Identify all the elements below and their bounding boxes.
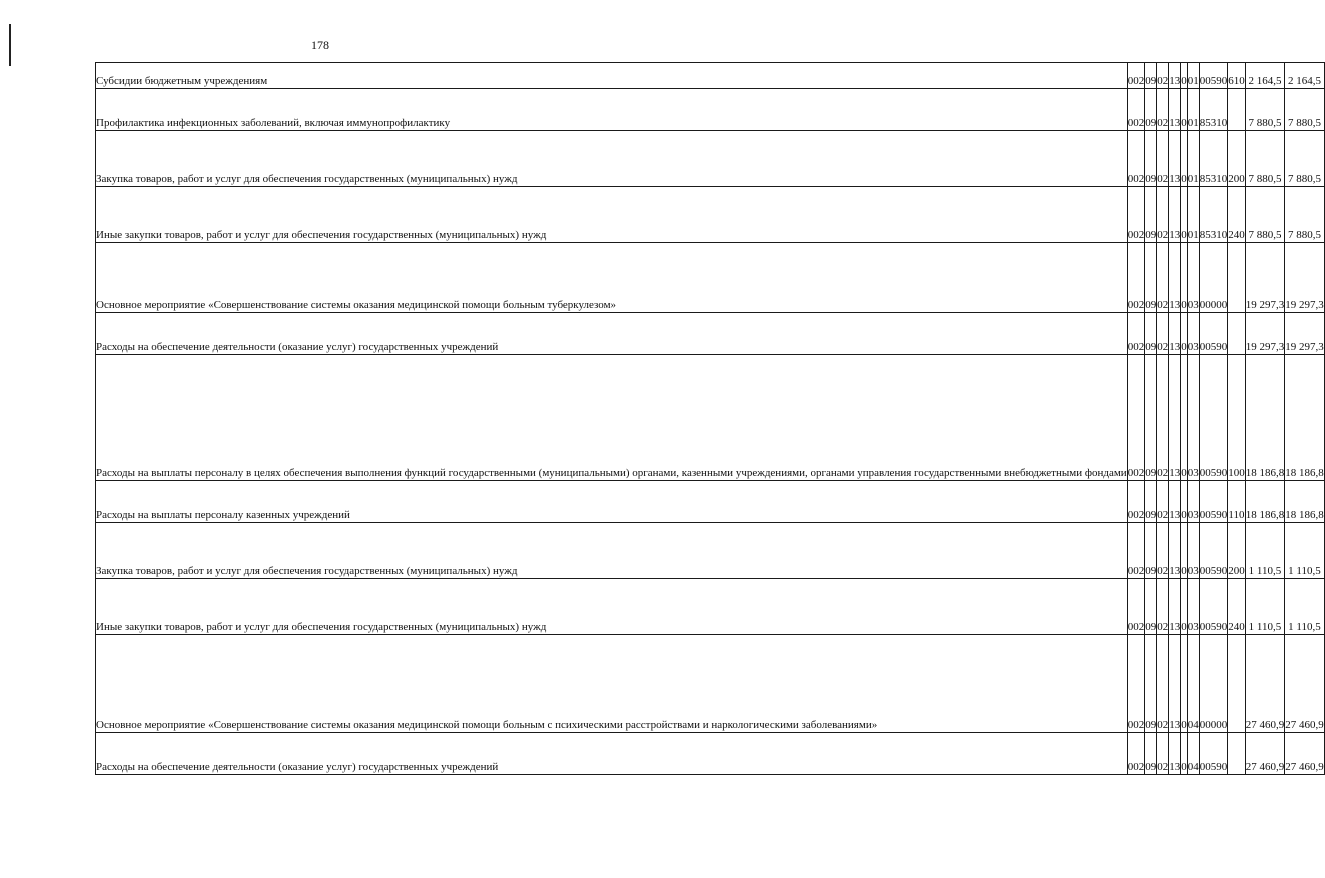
amount-year-2: 19 297,3	[1285, 243, 1325, 313]
program-code: 13	[1169, 243, 1181, 313]
amount-year-1: 7 880,5	[1245, 131, 1285, 187]
amount-year-2: 18 186,8	[1285, 481, 1325, 523]
section-code: 09	[1145, 579, 1157, 635]
subsection-code: 02	[1157, 523, 1169, 579]
direction-code: 00590	[1199, 313, 1228, 355]
amount-year-1: 7 880,5	[1245, 187, 1285, 243]
table-row	[96, 635, 1325, 733]
ministry-code: 002	[1127, 187, 1145, 243]
direction-code: 85310	[1199, 89, 1228, 131]
amount-year-1: 2 164,5	[1245, 63, 1285, 89]
page-number: 178	[311, 38, 329, 52]
direction-code: 00590	[1199, 733, 1228, 775]
table-row	[96, 187, 1325, 243]
direction-code: 00590	[1199, 523, 1228, 579]
amount-year-2: 27 460,9	[1285, 635, 1325, 733]
section-code: 09	[1145, 243, 1157, 313]
row-name: Закупка товаров, работ и услуг для обеспечения государственных (муниципальных) нужд	[96, 523, 1128, 579]
section-code: 09	[1145, 481, 1157, 523]
subsection-code: 02	[1157, 355, 1169, 481]
budget-table	[95, 62, 1325, 775]
program-code: 13	[1169, 733, 1181, 775]
amount-year-2: 19 297,3	[1285, 313, 1325, 355]
section-code: 09	[1145, 89, 1157, 131]
expense-type-code: 240	[1228, 187, 1246, 243]
main-event-code: 03	[1187, 243, 1199, 313]
subsection-code: 02	[1157, 733, 1169, 775]
main-event-code: 01	[1187, 63, 1199, 89]
main-event-code: 01	[1187, 89, 1199, 131]
program-code: 13	[1169, 187, 1181, 243]
table-row	[96, 579, 1325, 635]
table-row	[96, 355, 1325, 481]
program-code: 13	[1169, 523, 1181, 579]
amount-year-1: 1 110,5	[1245, 523, 1285, 579]
expense-type-code	[1228, 313, 1246, 355]
row-name: Иные закупки товаров, работ и услуг для обеспечения государственных (муниципальных) нужд	[96, 187, 1128, 243]
row-name: Расходы на выплаты персоналу казенных учреждений	[96, 481, 1128, 523]
expense-type-code: 200	[1228, 131, 1246, 187]
program-code: 13	[1169, 89, 1181, 131]
amount-year-2: 7 880,5	[1285, 89, 1325, 131]
direction-code: 00590	[1199, 63, 1228, 89]
main-event-code: 03	[1187, 481, 1199, 523]
ministry-code: 002	[1127, 481, 1145, 523]
row-name: Иные закупки товаров, работ и услуг для обеспечения государственных (муниципальных) нужд	[96, 579, 1128, 635]
subprogram-code: 0	[1181, 187, 1188, 243]
section-code: 09	[1145, 187, 1157, 243]
main-event-code: 01	[1187, 131, 1199, 187]
subprogram-code: 0	[1181, 579, 1188, 635]
table-row	[96, 313, 1325, 355]
expense-type-code: 110	[1228, 481, 1246, 523]
direction-code: 00000	[1199, 635, 1228, 733]
subsection-code: 02	[1157, 131, 1169, 187]
row-name: Закупка товаров, работ и услуг для обеспечения государственных (муниципальных) нужд	[96, 131, 1128, 187]
amount-year-1: 19 297,3	[1245, 313, 1285, 355]
direction-code: 00590	[1199, 355, 1228, 481]
program-code: 13	[1169, 63, 1181, 89]
section-code: 09	[1145, 733, 1157, 775]
direction-code: 85310	[1199, 131, 1228, 187]
subsection-code: 02	[1157, 635, 1169, 733]
subprogram-code: 0	[1181, 243, 1188, 313]
program-code: 13	[1169, 481, 1181, 523]
subsection-code: 02	[1157, 89, 1169, 131]
subsection-code: 02	[1157, 579, 1169, 635]
amount-year-2: 1 110,5	[1285, 579, 1325, 635]
main-event-code: 01	[1187, 187, 1199, 243]
ministry-code: 002	[1127, 635, 1145, 733]
main-event-code: 04	[1187, 733, 1199, 775]
amount-year-2: 7 880,5	[1285, 131, 1325, 187]
table-row	[96, 63, 1325, 89]
subprogram-code: 0	[1181, 131, 1188, 187]
ministry-code: 002	[1127, 579, 1145, 635]
direction-code: 00000	[1199, 243, 1228, 313]
expense-type-code: 610	[1228, 63, 1246, 89]
expense-type-code	[1228, 243, 1246, 313]
table-row	[96, 481, 1325, 523]
subprogram-code: 0	[1181, 89, 1188, 131]
main-event-code: 03	[1187, 579, 1199, 635]
subsection-code: 02	[1157, 187, 1169, 243]
subprogram-code: 0	[1181, 481, 1188, 523]
ministry-code: 002	[1127, 89, 1145, 131]
subprogram-code: 0	[1181, 313, 1188, 355]
row-name: Основное мероприятие «Совершенствование системы оказания медицинской помощи больным с психическими расстройствами и наркологическими заболеваниями»	[96, 635, 1128, 733]
subsection-code: 02	[1157, 481, 1169, 523]
program-code: 13	[1169, 131, 1181, 187]
main-event-code: 03	[1187, 523, 1199, 579]
table-row	[96, 733, 1325, 775]
direction-code: 85310	[1199, 187, 1228, 243]
ministry-code: 002	[1127, 243, 1145, 313]
ministry-code: 002	[1127, 733, 1145, 775]
amount-year-1: 19 297,3	[1245, 243, 1285, 313]
row-name: Основное мероприятие «Совершенствование системы оказания медицинской помощи больным туберкулезом»	[96, 243, 1128, 313]
expense-type-code	[1228, 733, 1246, 775]
row-name: Профилактика инфекционных заболеваний, включая иммунопрофилактику	[96, 89, 1128, 131]
expense-type-code: 200	[1228, 523, 1246, 579]
section-code: 09	[1145, 523, 1157, 579]
row-name: Субсидии бюджетным учреждениям	[96, 63, 1128, 89]
subsection-code: 02	[1157, 243, 1169, 313]
table-row	[96, 243, 1325, 313]
direction-code: 00590	[1199, 579, 1228, 635]
section-code: 09	[1145, 635, 1157, 733]
amount-year-2: 27 460,9	[1285, 733, 1325, 775]
subprogram-code: 0	[1181, 635, 1188, 733]
program-code: 13	[1169, 313, 1181, 355]
row-name: Расходы на выплаты персоналу в целях обеспечения выполнения функций государственными (муниципальными) органами, казенными учреждениями, органами управления государственными внебюджетными фондами	[96, 355, 1128, 481]
amount-year-2: 2 164,5	[1285, 63, 1325, 89]
subsection-code: 02	[1157, 313, 1169, 355]
subprogram-code: 0	[1181, 63, 1188, 89]
program-code: 13	[1169, 635, 1181, 733]
subsection-code: 02	[1157, 63, 1169, 89]
table-row	[96, 89, 1325, 131]
table-body	[96, 63, 1325, 775]
amount-year-1: 18 186,8	[1245, 481, 1285, 523]
amount-year-2: 1 110,5	[1285, 523, 1325, 579]
ministry-code: 002	[1127, 63, 1145, 89]
amount-year-2: 7 880,5	[1285, 187, 1325, 243]
row-name: Расходы на обеспечение деятельности (оказание услуг) государственных учреждений	[96, 733, 1128, 775]
subprogram-code: 0	[1181, 355, 1188, 481]
amount-year-1: 1 110,5	[1245, 579, 1285, 635]
section-code: 09	[1145, 131, 1157, 187]
expense-type-code	[1228, 635, 1246, 733]
amount-year-2: 18 186,8	[1285, 355, 1325, 481]
subprogram-code: 0	[1181, 733, 1188, 775]
main-event-code: 03	[1187, 355, 1199, 481]
ministry-code: 002	[1127, 313, 1145, 355]
ministry-code: 002	[1127, 355, 1145, 481]
main-event-code: 03	[1187, 313, 1199, 355]
section-code: 09	[1145, 355, 1157, 481]
table-row	[96, 523, 1325, 579]
expense-type-code	[1228, 89, 1246, 131]
expense-type-code: 100	[1228, 355, 1246, 481]
expense-type-code: 240	[1228, 579, 1246, 635]
main-event-code: 04	[1187, 635, 1199, 733]
ministry-code: 002	[1127, 523, 1145, 579]
amount-year-1: 27 460,9	[1245, 733, 1285, 775]
table-row	[96, 131, 1325, 187]
row-name: Расходы на обеспечение деятельности (оказание услуг) государственных учреждений	[96, 313, 1128, 355]
amount-year-1: 7 880,5	[1245, 89, 1285, 131]
program-code: 13	[1169, 579, 1181, 635]
subprogram-code: 0	[1181, 523, 1188, 579]
program-code: 13	[1169, 355, 1181, 481]
section-code: 09	[1145, 313, 1157, 355]
amount-year-1: 18 186,8	[1245, 355, 1285, 481]
ministry-code: 002	[1127, 131, 1145, 187]
section-code: 09	[1145, 63, 1157, 89]
direction-code: 00590	[1199, 481, 1228, 523]
amount-year-1: 27 460,9	[1245, 635, 1285, 733]
